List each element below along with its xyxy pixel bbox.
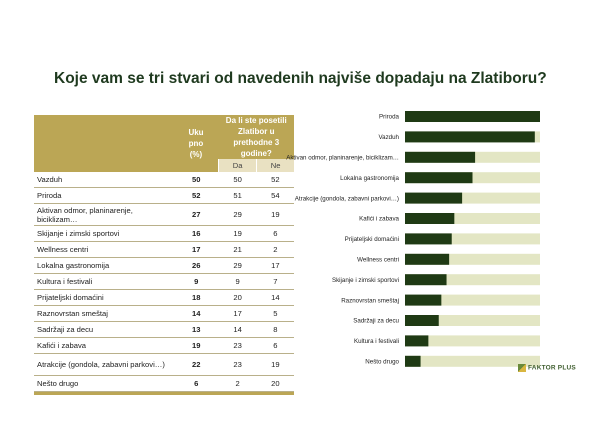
- faktor-plus-logo: FAKTOR PLUS: [518, 364, 576, 372]
- row-ne: 8: [257, 322, 294, 338]
- row-label: Prijateljski domaćini: [34, 290, 174, 306]
- bar-category-label: Sadržaji za decu: [353, 317, 399, 325]
- row-label: Kafići i zabava: [34, 338, 174, 354]
- row-da: 29: [219, 258, 257, 274]
- bar-category-label: Nešto drugo: [365, 358, 399, 366]
- bar: [405, 356, 421, 367]
- row-ukupno: 13: [174, 322, 219, 338]
- row-label: Sadržaji za decu: [34, 322, 174, 338]
- row-label: Vazduh: [34, 172, 174, 188]
- row-ne: 6: [257, 226, 294, 242]
- bar: [405, 193, 462, 204]
- bar: [405, 111, 540, 122]
- row-label: Nešto drugo: [34, 376, 174, 392]
- row-ukupno: 26: [174, 258, 219, 274]
- row-ukupno: 19: [174, 338, 219, 354]
- header-ukupno: Uku pno (%): [174, 115, 219, 172]
- bar-category-label: Prijateljski domaćini: [344, 236, 399, 244]
- subheader-da: Da: [219, 159, 257, 172]
- bar-category-label: Aktivan odmor, planinarenje, biciklizam…: [286, 154, 399, 162]
- chart-title: Koje vam se tri stvari od navedenih najviše dopadaju na Zlatiboru?: [54, 70, 547, 87]
- bar: [405, 213, 454, 224]
- row-ne: 20: [257, 376, 294, 392]
- row-ne: 6: [257, 338, 294, 354]
- row-ne: 52: [257, 172, 294, 188]
- bar: [405, 172, 473, 183]
- bar: [405, 335, 428, 346]
- row-ukupno: 22: [174, 354, 219, 376]
- bar-category-label: Atrakcije (gondola, zabavni parkovi…): [294, 195, 399, 203]
- row-label: Lokalna gastronomija: [34, 258, 174, 274]
- row-ne: 19: [257, 354, 294, 376]
- row-ukupno: 14: [174, 306, 219, 322]
- row-ukupno: 52: [174, 188, 219, 204]
- row-ukupno: 16: [174, 226, 219, 242]
- row-da: 50: [219, 172, 257, 188]
- row-da: 29: [219, 204, 257, 226]
- row-ne: 17: [257, 258, 294, 274]
- bar: [405, 315, 439, 326]
- row-da: 23: [219, 338, 257, 354]
- bar-category-label: Raznovrstan smeštaj: [341, 297, 399, 305]
- row-label: Atrakcije (gondola, zabavni parkovi…): [34, 354, 174, 376]
- row-ukupno: 18: [174, 290, 219, 306]
- row-ne: 2: [257, 242, 294, 258]
- bar-category-label: Kafići i zabava: [359, 215, 399, 223]
- row-label: Raznovrstan smeštaj: [34, 306, 174, 322]
- row-ne: 5: [257, 306, 294, 322]
- row-label: Priroda: [34, 188, 174, 204]
- row-da: 2: [219, 376, 257, 392]
- row-ne: 19: [257, 204, 294, 226]
- row-label: Skijanje i zimski sportovi: [34, 226, 174, 242]
- subheader-ne: Ne: [257, 159, 294, 172]
- bar: [405, 254, 449, 265]
- bar-category-label: Vazduh: [378, 134, 399, 142]
- row-da: 21: [219, 242, 257, 258]
- row-ukupno: 50: [174, 172, 219, 188]
- row-da: 23: [219, 354, 257, 376]
- row-da: 9: [219, 274, 257, 290]
- row-da: 51: [219, 188, 257, 204]
- row-label: Wellness centri: [34, 242, 174, 258]
- bar-category-label: Lokalna gastronomija: [340, 174, 399, 182]
- header-visited: Da li ste posetili Zlatibor u prethodne 3 godine?: [219, 115, 295, 159]
- row-da: 20: [219, 290, 257, 306]
- row-da: 19: [219, 226, 257, 242]
- row-label: Kultura i festivali: [34, 274, 174, 290]
- row-da: 14: [219, 322, 257, 338]
- row-ne: 7: [257, 274, 294, 290]
- bar: [405, 295, 441, 306]
- row-ne: 14: [257, 290, 294, 306]
- bar-category-label: Kultura i festivali: [353, 338, 399, 346]
- row-ukupno: 6: [174, 376, 219, 392]
- bar: [405, 131, 535, 142]
- bar-category-label: Skijanje i zimski sportovi: [331, 276, 399, 284]
- bar: [405, 152, 475, 163]
- bar: [405, 274, 447, 285]
- row-ukupno: 9: [174, 274, 219, 290]
- row-da: 17: [219, 306, 257, 322]
- row-ne: 54: [257, 188, 294, 204]
- bar: [405, 233, 452, 244]
- bar-category-label: Wellness centri: [357, 256, 399, 264]
- row-label: Aktivan odmor, planinarenje, biciklizam…: [34, 204, 174, 226]
- row-ukupno: 27: [174, 204, 219, 226]
- logo-mark-icon: [518, 364, 526, 372]
- row-ukupno: 17: [174, 242, 219, 258]
- bar-category-label: Priroda: [379, 113, 399, 121]
